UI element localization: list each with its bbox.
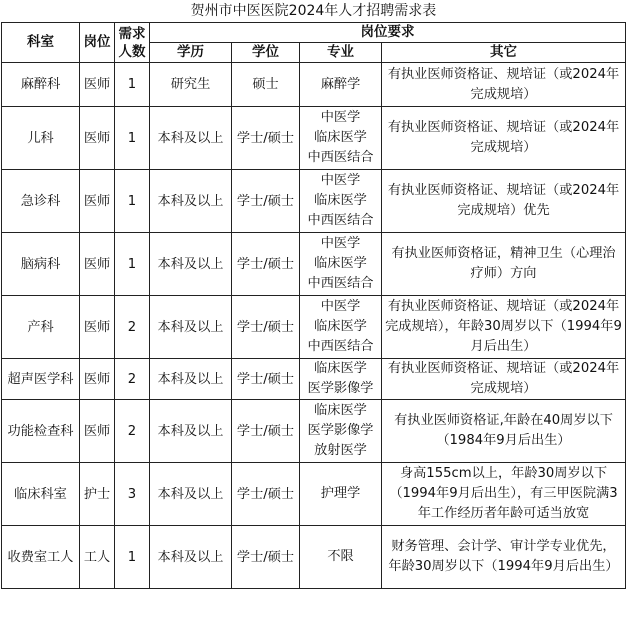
cell-count: 1 <box>115 233 150 296</box>
major-line: 临床医学 <box>314 130 367 145</box>
major-line: 医学影像学 <box>307 423 374 438</box>
cell-count: 2 <box>115 400 150 463</box>
major-line: 临床医学 <box>314 319 367 334</box>
major-line: 临床医学 <box>314 193 367 208</box>
major-line: 中医学 <box>320 110 361 125</box>
table-row <box>2 359 626 400</box>
major-line: 护理学 <box>320 486 361 501</box>
cell-dept: 麻醉科 <box>2 63 80 107</box>
cell-dept: 功能检查科 <box>2 400 80 463</box>
page-title: 贺州市中医医院2024年人才招聘需求表 <box>190 3 437 19</box>
cell-count: 1 <box>115 526 150 589</box>
cell-position: 医师 <box>80 359 115 400</box>
major-line: 放射医学 <box>314 443 367 458</box>
cell-education: 本科及以上 <box>150 359 232 400</box>
major-line: 临床医学 <box>314 256 367 271</box>
cell-dept: 儿科 <box>2 107 80 170</box>
cell-education: 本科及以上 <box>150 107 232 170</box>
cell-dept: 急诊科 <box>2 170 80 233</box>
cell-major <box>300 63 382 107</box>
cell-count: 1 <box>115 170 150 233</box>
table-row <box>2 233 626 296</box>
cell-education: 本科及以上 <box>150 400 232 463</box>
cell-dept: 产科 <box>2 296 80 359</box>
header-row-top <box>2 23 626 43</box>
cell-other: 身高155cm以上，年龄30周岁以下（1994年9月后出生），有三甲医院满3年工作经历者年龄可适当放宽 <box>382 463 626 526</box>
major-line: 中西医结合 <box>307 150 374 165</box>
cell-degree: 学士/硕士 <box>232 233 300 296</box>
cell-major <box>300 400 382 463</box>
cell-other: 财务管理、会计学、审计学专业优先，年龄30周岁以下（1994年9月后出生） <box>382 526 626 589</box>
cell-education: 本科及以上 <box>150 463 232 526</box>
table-row <box>2 463 626 526</box>
cell-other: 有执业医师资格证、规培证（或2024年完成规培），年龄30周岁以下（1994年9月后出生） <box>382 296 626 359</box>
cell-education: 本科及以上 <box>150 296 232 359</box>
cell-dept: 收费室工人 <box>2 526 80 589</box>
header-education: 学历 <box>150 43 232 63</box>
cell-position: 医师 <box>80 233 115 296</box>
major-line: 临床医学 <box>314 361 367 376</box>
major-line: 中医学 <box>320 236 361 251</box>
cell-position: 医师 <box>80 107 115 170</box>
cell-dept: 临床科室 <box>2 463 80 526</box>
cell-other: 有执业医师资格证、规培证（或2024年完成规培） <box>382 359 626 400</box>
cell-count: 3 <box>115 463 150 526</box>
cell-major <box>300 526 382 589</box>
cell-degree: 学士/硕士 <box>232 296 300 359</box>
cell-other: 有执业医师资格证,年龄在40周岁以下（1984年9月后出生） <box>382 400 626 463</box>
header-count: 需求人数 <box>115 23 150 63</box>
cell-degree: 硕士 <box>232 63 300 107</box>
cell-major <box>300 463 382 526</box>
cell-major <box>300 233 382 296</box>
header-other: 其它 <box>382 43 626 63</box>
cell-count: 1 <box>115 63 150 107</box>
cell-major <box>300 359 382 400</box>
header-requirements: 岗位要求 <box>150 23 626 43</box>
cell-education: 研究生 <box>150 63 232 107</box>
cell-count: 2 <box>115 359 150 400</box>
cell-other: 有执业医师资格证、规培证（或2024年完成规培） <box>382 107 626 170</box>
cell-education: 本科及以上 <box>150 170 232 233</box>
table-row <box>2 526 626 589</box>
cell-major <box>300 296 382 359</box>
cell-degree: 学士/硕士 <box>232 463 300 526</box>
header-major: 专业 <box>300 43 382 63</box>
cell-education: 本科及以上 <box>150 233 232 296</box>
recruitment-table <box>1 22 626 589</box>
table-row <box>2 170 626 233</box>
cell-degree: 学士/硕士 <box>232 107 300 170</box>
cell-degree: 学士/硕士 <box>232 526 300 589</box>
header-degree: 学位 <box>232 43 300 63</box>
cell-other: 有执业医师资格证、规培证（或2024年完成规培） <box>382 63 626 107</box>
cell-dept: 脑病科 <box>2 233 80 296</box>
cell-major <box>300 107 382 170</box>
table-row <box>2 107 626 170</box>
cell-position: 工人 <box>80 526 115 589</box>
major-line: 中西医结合 <box>307 213 374 228</box>
major-line: 中医学 <box>320 173 361 188</box>
major-line: 中医学 <box>320 299 361 314</box>
major-line: 中西医结合 <box>307 276 374 291</box>
major-line: 不限 <box>327 549 354 564</box>
header-dept: 科室 <box>2 23 80 63</box>
major-line: 医学影像学 <box>307 381 374 396</box>
major-line: 麻醉学 <box>320 76 361 92</box>
cell-degree: 学士/硕士 <box>232 170 300 233</box>
cell-position: 医师 <box>80 170 115 233</box>
cell-position: 医师 <box>80 63 115 107</box>
cell-other: 有执业医师资格证、规培证（或2024年完成规培）优先 <box>382 170 626 233</box>
major-line: 中西医结合 <box>307 339 374 354</box>
cell-other: 有执业医师资格证，精神卫生（心理治疗师）方向 <box>382 233 626 296</box>
cell-position: 医师 <box>80 400 115 463</box>
cell-position: 护士 <box>80 463 115 526</box>
cell-count: 2 <box>115 296 150 359</box>
table-row <box>2 296 626 359</box>
header-position: 岗位 <box>80 23 115 63</box>
table-row <box>2 400 626 463</box>
cell-education: 本科及以上 <box>150 526 232 589</box>
major-line: 临床医学 <box>314 403 367 418</box>
cell-dept: 超声医学科 <box>2 359 80 400</box>
cell-degree: 学士/硕士 <box>232 359 300 400</box>
cell-degree: 学士/硕士 <box>232 400 300 463</box>
cell-count: 1 <box>115 107 150 170</box>
table-body <box>2 63 626 589</box>
cell-major <box>300 170 382 233</box>
table-row <box>2 63 626 107</box>
cell-position: 医师 <box>80 296 115 359</box>
